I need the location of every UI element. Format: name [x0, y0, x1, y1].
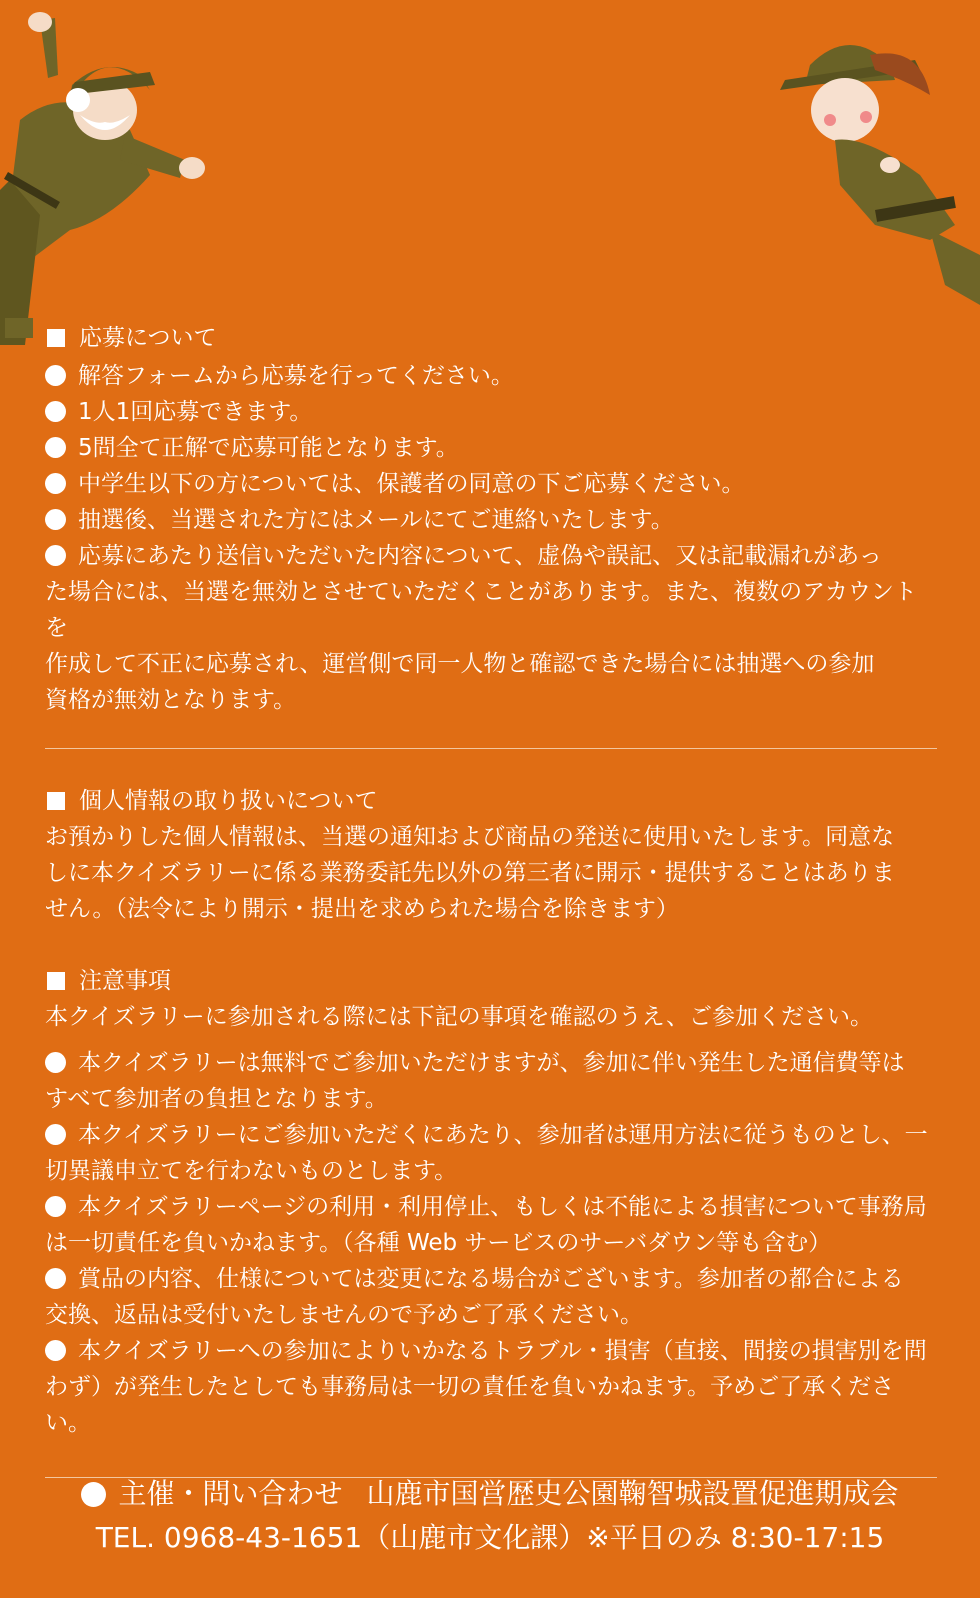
list-item-text: 5問全て正解で応募可能となります。 — [78, 435, 459, 461]
list-item — [45, 1189, 937, 1225]
main-content — [45, 320, 937, 1478]
privacy-text-line: しに本クイズラリーに係る業務委託先以外の第三者に開示・提供することはありま — [45, 860, 895, 886]
square-bullet-icon — [47, 329, 65, 347]
contact-footer — [0, 1472, 980, 1560]
organizer-label: 主催・問い合わせ — [118, 1477, 343, 1510]
circle-bullet-icon — [45, 365, 66, 386]
list-item-text: 本クイズラリーは無料でご参加いただけますが、参加に伴い発生した通信費等は — [78, 1050, 905, 1076]
list-item-continuation: 交換、返品は受付いたしませんので予めご了承ください。 — [45, 1302, 643, 1328]
application-heading-text: 応募について — [79, 325, 217, 351]
list-item — [45, 1261, 937, 1297]
list-item-text: 本クイズラリーへの参加によりいかなるトラブル・損害（直接、間接の損害別を問 — [78, 1338, 927, 1364]
privacy-text-line: お預かりした個人情報は、当選の通知および商品の発送に使用いたします。同意な — [45, 824, 895, 850]
application-section-heading — [45, 320, 937, 356]
list-item-continuation: は一切責任を負いかねます。（各種 Web サービスのサーバダウン等も含む） — [45, 1230, 832, 1256]
circle-bullet-icon — [45, 1052, 66, 1073]
list-item-text: 解答フォームから応募を行ってください。 — [78, 363, 514, 389]
square-bullet-icon — [47, 792, 65, 810]
list-item — [45, 1117, 937, 1153]
circle-bullet-icon — [45, 1124, 66, 1145]
list-item — [45, 358, 937, 394]
list-item-text: 1人1回応募できます。 — [78, 399, 313, 425]
ranger-girl-illustration — [780, 25, 980, 305]
list-item-continuation: 切異議申立てを行わないものとします。 — [45, 1158, 458, 1184]
circle-bullet-icon — [45, 1268, 66, 1289]
list-item-continuation: た場合には、当選を無効とさせていただくことがあります。また、複数のアカウントを — [45, 579, 917, 641]
list-item-continuation: すべて参加者の負担となります。 — [45, 1086, 388, 1112]
list-item — [45, 466, 937, 502]
list-item-text: 本クイズラリーページの利用・利用停止、もしくは不能による損害について事務局 — [78, 1194, 927, 1220]
square-bullet-icon — [47, 972, 65, 990]
notes-list — [45, 1045, 937, 1441]
circle-bullet-icon — [45, 401, 66, 422]
list-item-text: 本クイズラリーにご参加いただくにあたり、参加者は運用方法に従うものとし、一 — [78, 1122, 928, 1148]
circle-bullet-icon — [45, 473, 66, 494]
list-item — [45, 394, 937, 430]
notes-intro: 本クイズラリーに参加される際には下記の事項を確認のうえ、ご参加ください。 — [45, 1004, 873, 1030]
privacy-text-line: せん。（法令により開示・提出を求められた場合を除きます） — [45, 896, 679, 922]
ranger-old-man-illustration — [0, 0, 220, 345]
list-item-text: 賞品の内容、仕様については変更になる場合がございます。参加者の都合による — [78, 1266, 904, 1292]
circle-bullet-icon — [45, 509, 66, 530]
list-item-continuation: 作成して不正に応募され、運営側で同一人物と確認できた場合には抽選への参加 — [45, 651, 875, 677]
contact-line: TEL. 0968-43-1651（山鹿市文化課）※平日のみ 8:30-17:15 — [95, 1521, 885, 1554]
organizer-line — [0, 1472, 980, 1516]
list-item-continuation: わず）が発生したとしても事務局は一切の責任を負いかねます。予めご了承ください。 — [45, 1374, 895, 1436]
notes-section-heading — [45, 963, 937, 999]
list-item — [45, 430, 937, 466]
circle-bullet-icon — [45, 437, 66, 458]
notes-heading-text: 注意事項 — [79, 968, 171, 994]
circle-bullet-icon — [45, 545, 66, 566]
list-item — [45, 1333, 937, 1369]
list-item — [45, 538, 937, 574]
circle-bullet-icon — [81, 1482, 106, 1507]
list-item-text: 抽選後、当選された方にはメールにてご連絡いたします。 — [78, 507, 674, 533]
circle-bullet-icon — [45, 1340, 66, 1361]
application-list — [45, 358, 937, 718]
list-item-text: 応募にあたり送信いただいた内容について、虚偽や誤記、又は記載漏れがあっ — [78, 543, 882, 569]
organizer-name: 山鹿市国営歴史公園鞠智城設置促進期成会 — [366, 1477, 899, 1510]
list-item — [45, 1045, 937, 1081]
list-item-continuation: 資格が無効となります。 — [45, 687, 297, 713]
privacy-heading-text: 個人情報の取り扱いについて — [79, 788, 378, 814]
circle-bullet-icon — [45, 1196, 66, 1217]
list-item-text: 中学生以下の方については、保護者の同意の下ご応募ください。 — [78, 471, 745, 497]
section-divider — [45, 748, 937, 749]
list-item — [45, 502, 937, 538]
privacy-section-heading — [45, 783, 937, 819]
